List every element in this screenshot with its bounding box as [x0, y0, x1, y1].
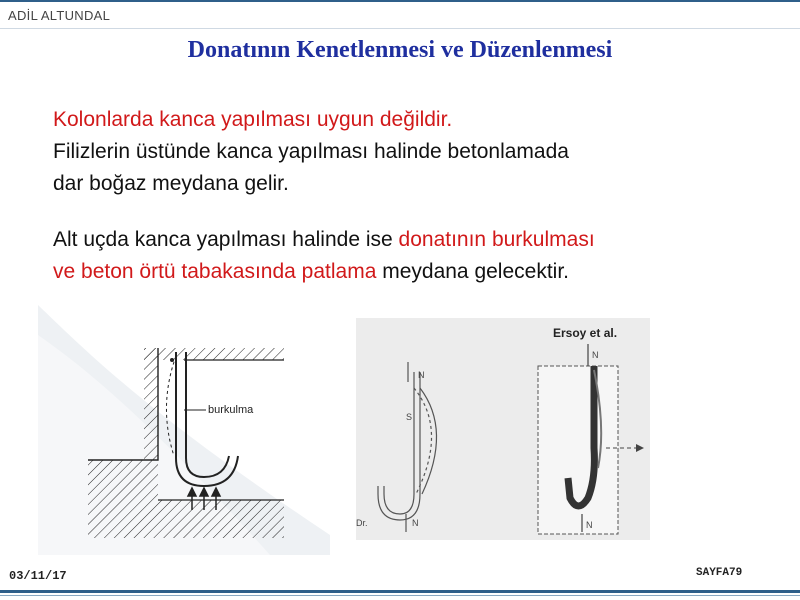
n-label-left-top: N	[418, 370, 425, 380]
text-part-2-red: donatının burkulması	[398, 228, 595, 251]
text-part-3-red: ve beton örtü tabakasında patlama	[53, 260, 377, 283]
s-label: S	[406, 412, 413, 422]
n-label-right-top: N	[592, 350, 599, 360]
statement-red: Kolonlarda kanca yapılması uygun değildir.	[53, 108, 453, 131]
figure-credit: Ersoy et al.	[553, 326, 618, 340]
statement-line-5	[53, 256, 773, 288]
statement-line-2: Filizlerin üstünde kanca yapılması halinde betonlamada	[53, 140, 569, 163]
n-label-right-bottom: N	[586, 520, 593, 530]
burkulma-label: burkulma	[208, 404, 254, 416]
slide-title: Donatının Kenetlenmesi ve Düzenlenmesi	[187, 37, 613, 63]
footer-date: 03/11/17	[9, 569, 67, 583]
text-part-4: meydana gelecektir.	[376, 260, 569, 283]
statement-line-4	[53, 224, 773, 256]
bottom-rule	[0, 590, 800, 593]
footer-page-number: SAYFA79	[696, 567, 743, 579]
text-part-1: Alt uçda kanca yapılması halinde ise	[53, 228, 399, 251]
ersoy-hook-diagram	[356, 318, 650, 540]
slide-body	[53, 104, 773, 288]
statement-line-3: dar boğaz meydana gelir.	[53, 172, 289, 195]
author-name: ADİL ALTUNDAL	[8, 8, 111, 23]
n-label-left-bottom: N	[412, 518, 419, 528]
dr-label: Dr.	[356, 518, 368, 528]
bottom-rule-thin	[0, 595, 800, 596]
hook-buckling-diagram	[88, 346, 284, 538]
header-bar	[0, 2, 800, 29]
